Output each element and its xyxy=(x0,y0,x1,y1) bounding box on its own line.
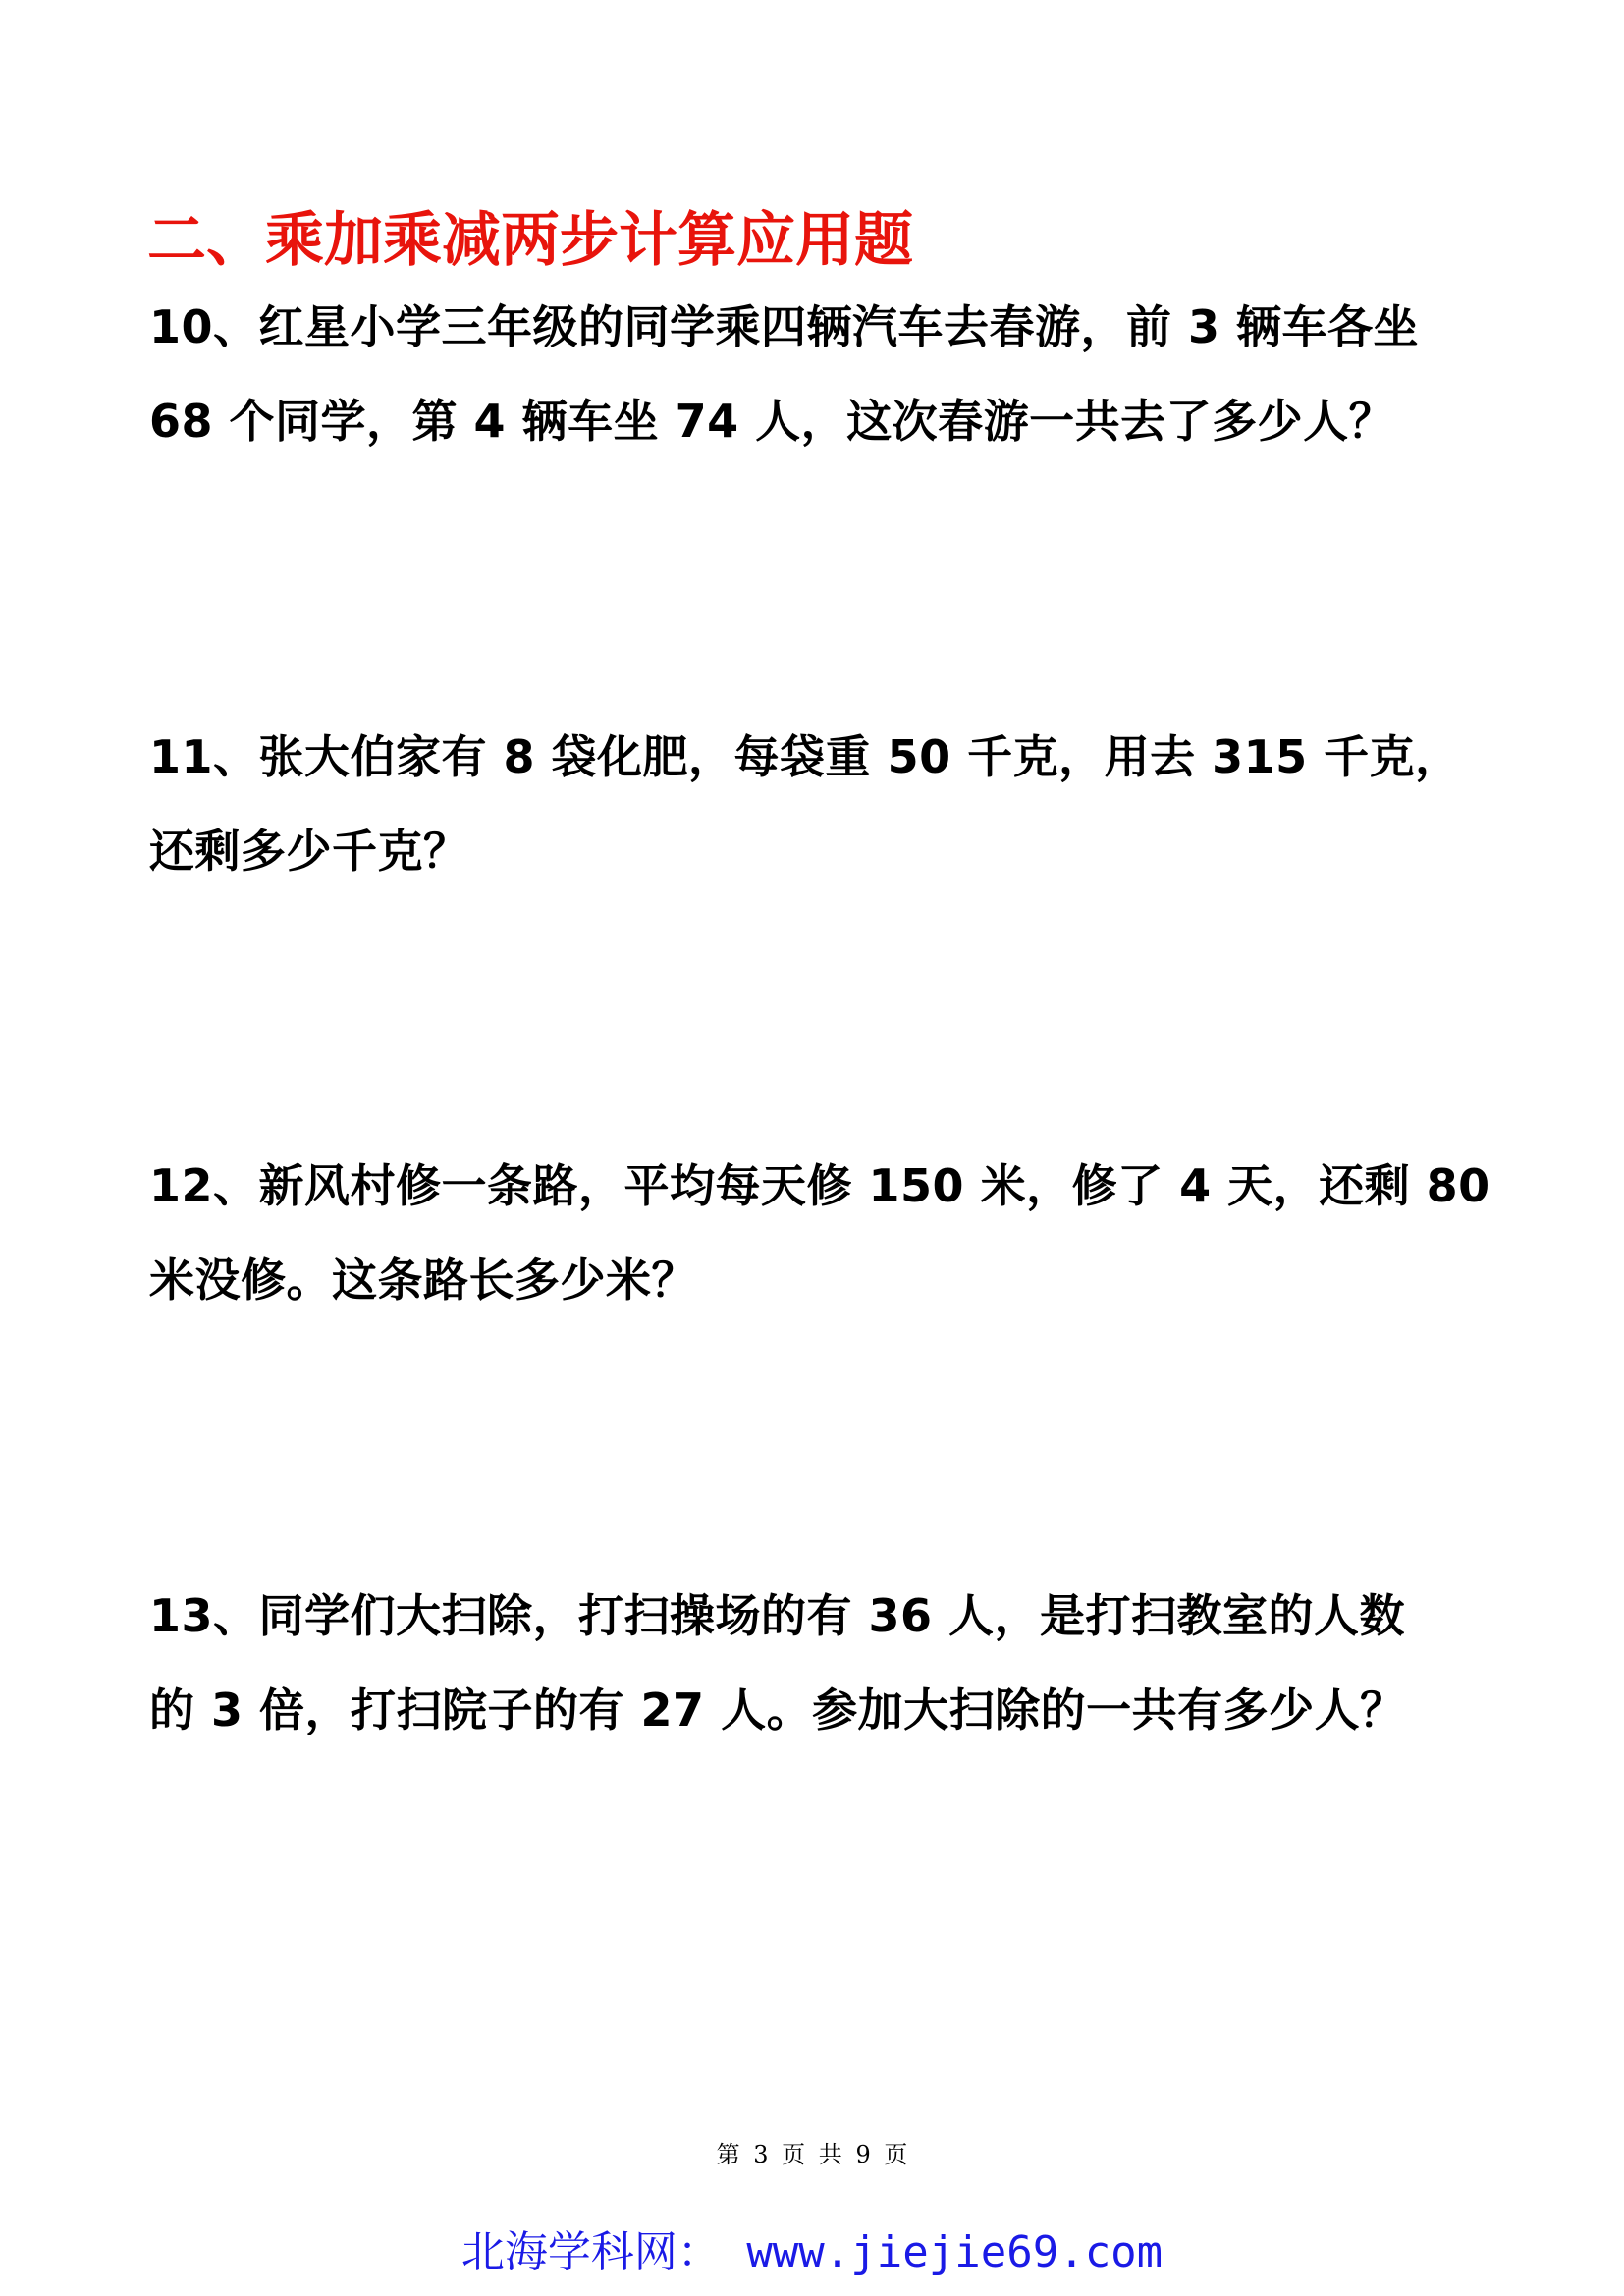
section-title: 二、乘加乘减两步计算应用题 xyxy=(147,206,913,275)
question-line: 11、张大伯家有 8 袋化肥，每袋重 50 千克，用去 315 千克， xyxy=(149,730,1461,783)
question-line: 10、红星小学三年级的同学乘四辆汽车去春游，前 3 辆车各坐 xyxy=(149,300,1420,353)
question-line: 12、新风村修一条路，平均每天修 150 米，修了 4 天，还剩 80 xyxy=(149,1159,1490,1212)
question-line: 的 3 倍，打扫院子的有 27 人。参加大扫除的一共有多少人？ xyxy=(149,1683,1406,1736)
question-12 xyxy=(149,1139,1504,1327)
question-line: 68 个同学，第 4 辆车坐 74 人，这次春游一共去了多少人？ xyxy=(149,395,1395,448)
question-line: 米没修。这条路长多少米？ xyxy=(149,1254,697,1307)
question-line: 13、同学们大扫除，打扫操场的有 36 人，是打扫教室的人数 xyxy=(149,1589,1406,1642)
question-line: 还剩多少千克？ xyxy=(149,825,469,878)
page-number: 第 3 页 共 9 页 xyxy=(716,2141,908,2168)
question-10 xyxy=(149,280,1504,468)
question-11 xyxy=(149,710,1504,898)
question-13 xyxy=(149,1569,1504,1757)
site-watermark: 北海学科网： www.jiejie69.com xyxy=(460,2227,1164,2277)
